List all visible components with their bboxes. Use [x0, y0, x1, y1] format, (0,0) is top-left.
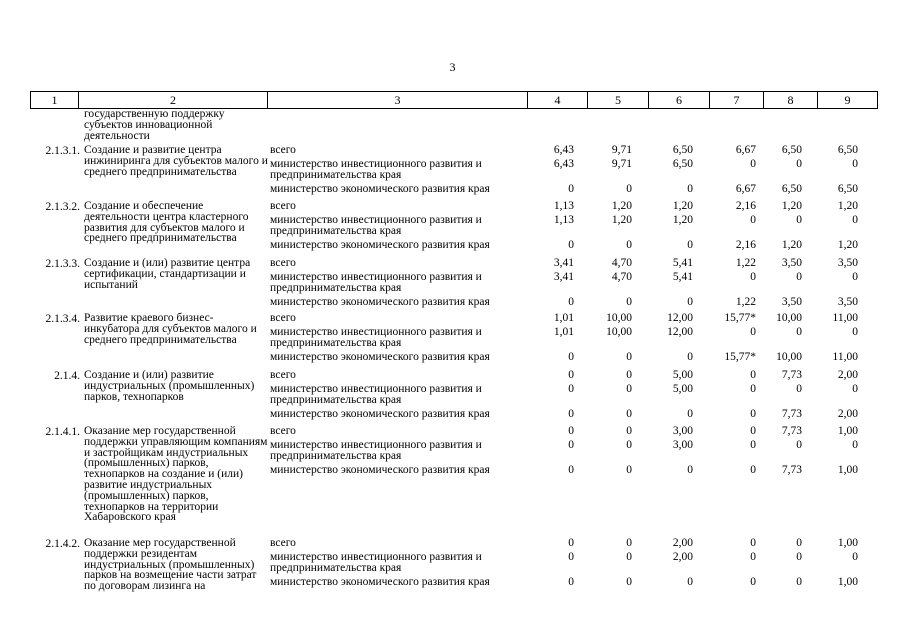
value-cell-col-8: 0	[796, 326, 802, 338]
value-cell-col-5: 0	[626, 464, 632, 476]
value-cell-col-6: 3,00	[672, 439, 693, 451]
value-cell-col-4: 0	[568, 351, 574, 363]
value-cell-col-6: 0	[687, 408, 693, 420]
value-cell-col-5: 10,00	[606, 326, 632, 338]
value-cell-col-7: 0	[750, 576, 756, 588]
value-cell-col-8: 0	[796, 214, 802, 226]
line-label: всего	[270, 312, 296, 324]
row-code: 2.1.4.1.	[45, 426, 80, 438]
value-cell-col-8: 0	[796, 576, 802, 588]
value-cell-col-8: 7,73	[781, 369, 802, 381]
value-cell-col-7: 0	[750, 551, 756, 563]
value-cell-col-9: 6,50	[837, 144, 858, 156]
value-cell-col-9: 0	[852, 214, 858, 226]
row-code: 2.1.3.1.	[45, 145, 80, 157]
value-cell-col-6: 6,50	[672, 144, 693, 156]
value-cell-col-4: 0	[568, 439, 574, 451]
value-cell-col-5: 0	[626, 369, 632, 381]
value-cell-col-5: 0	[626, 383, 632, 395]
value-cell-col-8: 10,00	[776, 351, 802, 363]
value-cell-col-5: 0	[626, 537, 632, 549]
value-cell-col-6: 5,41	[672, 257, 693, 269]
value-cell-col-7: 0	[750, 464, 756, 476]
value-cell-col-7: 0	[750, 369, 756, 381]
row-name: Создание и (или) развитие центра сертификации, стандартизации и испытаний	[84, 257, 251, 291]
value-cell-col-6: 0	[687, 296, 693, 308]
value-cell-col-7: 6,67	[735, 144, 756, 156]
row-name: Создание и (или) развитие индустриальных (промышленных) парков, технопарков	[84, 369, 255, 403]
value-cell-col-5: 0	[626, 576, 632, 588]
line-label: министерство инвестиционного развития и предпринимательства края	[270, 383, 482, 406]
value-cell-col-6: 5,00	[672, 369, 693, 381]
row-name: Создание и обеспечение деятельности центра кластерного развития для субъектов малого и среднего предпринимательства	[84, 200, 249, 245]
header-col-4: 4	[528, 92, 588, 109]
value-cell-col-5: 1,20	[611, 200, 632, 212]
value-cell-col-6: 12,00	[667, 326, 693, 338]
value-cell-col-6: 0	[687, 464, 693, 476]
value-cell-col-6: 0	[687, 576, 693, 588]
value-cell-col-9: 0	[852, 551, 858, 563]
value-cell-col-4: 6,43	[553, 144, 574, 156]
value-cell-col-9: 2,00	[837, 369, 858, 381]
line-label: министерство инвестиционного развития и предпринимательства края	[270, 158, 482, 181]
row-name: Оказание мер государственной поддержки управляющим компаниям и застройщикам индустриальных (промышленных) парков, технопарков на создание и (или) развитие индустриальных (промышленных) парков, технопарков на территории Хабаровского края	[84, 425, 268, 524]
value-cell-col-5: 0	[626, 408, 632, 420]
line-label: всего	[270, 200, 296, 212]
value-cell-col-9: 6,50	[837, 183, 858, 195]
header-col-6: 6	[649, 92, 710, 109]
value-cell-col-9: 1,20	[837, 200, 858, 212]
value-cell-col-9: 0	[852, 383, 858, 395]
line-label: министерство инвестиционного развития и предпринимательства края	[270, 551, 482, 574]
value-cell-col-6: 1,20	[672, 214, 693, 226]
value-cell-col-6: 2,00	[672, 537, 693, 549]
page-number: 3	[449, 60, 456, 74]
value-cell-col-6: 3,00	[672, 425, 693, 437]
value-cell-col-4: 0	[568, 464, 574, 476]
value-cell-col-4: 1,13	[553, 200, 574, 212]
value-cell-col-9: 1,00	[837, 537, 858, 549]
value-cell-col-7: 0	[750, 425, 756, 437]
value-cell-col-9: 1,00	[837, 464, 858, 476]
value-cell-col-5: 0	[626, 239, 632, 251]
value-cell-col-4: 0	[568, 239, 574, 251]
value-cell-col-8: 0	[796, 383, 802, 395]
value-cell-col-5: 4,70	[611, 271, 632, 283]
value-cell-col-8: 0	[796, 551, 802, 563]
value-cell-col-6: 6,50	[672, 158, 693, 170]
value-cell-col-9: 2,00	[837, 408, 858, 420]
value-cell-col-7: 0	[750, 439, 756, 451]
value-cell-col-7: 2,16	[735, 239, 756, 251]
row-code: 2.1.4.2.	[45, 538, 80, 550]
value-cell-col-9: 1,00	[837, 576, 858, 588]
line-label: министерство экономического развития края	[270, 351, 490, 363]
value-cell-col-5: 10,00	[606, 312, 632, 324]
value-cell-col-9: 1,00	[837, 425, 858, 437]
value-cell-col-6: 0	[687, 239, 693, 251]
value-cell-col-4: 3,41	[553, 271, 574, 283]
line-label: министерство инвестиционного развития и предпринимательства края	[270, 326, 482, 349]
row-code: 2.1.4.	[54, 370, 80, 382]
value-cell-col-9: 3,50	[837, 296, 858, 308]
value-cell-col-4: 0	[568, 537, 574, 549]
value-cell-col-4: 6,43	[553, 158, 574, 170]
value-cell-col-7: 0	[750, 214, 756, 226]
line-label: всего	[270, 369, 296, 381]
value-cell-col-4: 0	[568, 183, 574, 195]
row-name: Создание и развитие центра инжиниринга для субъектов малого и среднего предпринимательства	[84, 144, 268, 178]
value-cell-col-7: 0	[750, 408, 756, 420]
line-label: министерство экономического развития края	[270, 408, 490, 420]
header-col-1: 1	[31, 92, 79, 109]
header-col-9: 9	[818, 92, 878, 109]
line-label: министерство инвестиционного развития и предпринимательства края	[270, 439, 482, 462]
value-cell-col-5: 0	[626, 425, 632, 437]
value-cell-col-4: 0	[568, 551, 574, 563]
value-cell-col-8: 7,73	[781, 425, 802, 437]
value-cell-col-4: 0	[568, 369, 574, 381]
header-col-5: 5	[588, 92, 649, 109]
value-cell-col-5: 9,71	[611, 144, 632, 156]
row-code: 2.1.3.2.	[45, 201, 80, 213]
value-cell-col-5: 1,20	[611, 214, 632, 226]
value-cell-col-9: 0	[852, 271, 858, 283]
value-cell-col-4: 3,41	[553, 257, 574, 269]
value-cell-col-4: 0	[568, 576, 574, 588]
value-cell-col-4: 0	[568, 296, 574, 308]
value-cell-col-9: 1,20	[837, 239, 858, 251]
value-cell-col-4: 0	[568, 383, 574, 395]
row-code: 2.1.3.4.	[45, 313, 80, 325]
value-cell-col-9: 0	[852, 158, 858, 170]
value-cell-col-4: 0	[568, 425, 574, 437]
line-label: министерство экономического развития края	[270, 239, 490, 251]
header-col-8: 8	[764, 92, 818, 109]
value-cell-col-9: 0	[852, 326, 858, 338]
value-cell-col-5: 0	[626, 351, 632, 363]
line-label: министерство экономического развития края	[270, 183, 490, 195]
line-label: всего	[270, 257, 296, 269]
value-cell-col-8: 3,50	[781, 257, 802, 269]
value-cell-col-9: 3,50	[837, 257, 858, 269]
line-label: министерство экономического развития края	[270, 464, 490, 476]
value-cell-col-9: 11,00	[832, 351, 858, 363]
row-name: Оказание мер государственной поддержки резидентам индустриальных (промышленных) парков на возмещение части затрат по договорам лизинга на	[84, 537, 257, 593]
value-cell-col-7: 0	[750, 158, 756, 170]
value-cell-col-6: 2,00	[672, 551, 693, 563]
value-cell-col-6: 0	[687, 351, 693, 363]
value-cell-col-8: 0	[796, 537, 802, 549]
continuation-text: государственную поддержку субъектов инновационной деятельности	[84, 108, 225, 142]
line-label: министерство экономического развития края	[270, 296, 490, 308]
value-cell-col-5: 0	[626, 439, 632, 451]
value-cell-col-8: 1,20	[781, 239, 802, 251]
value-cell-col-8: 3,50	[781, 296, 802, 308]
value-cell-col-4: 1,01	[553, 326, 574, 338]
value-cell-col-7: 0	[750, 537, 756, 549]
value-cell-col-7: 2,16	[735, 200, 756, 212]
value-cell-col-4: 1,01	[553, 312, 574, 324]
header-col-3: 3	[268, 92, 528, 109]
value-cell-col-5: 9,71	[611, 158, 632, 170]
value-cell-col-8: 6,50	[781, 183, 802, 195]
value-cell-col-4: 0	[568, 408, 574, 420]
value-cell-col-8: 1,20	[781, 200, 802, 212]
value-cell-col-6: 0	[687, 183, 693, 195]
line-label: министерство инвестиционного развития и предпринимательства края	[270, 214, 482, 237]
value-cell-col-7: 0	[750, 326, 756, 338]
value-cell-col-6: 5,41	[672, 271, 693, 283]
row-name: Развитие краевого бизнес-инкубатора для субъектов малого и среднего предпринимательства	[84, 312, 257, 346]
value-cell-col-8: 0	[796, 158, 802, 170]
value-cell-col-8: 7,73	[781, 408, 802, 420]
line-label: министерство экономического развития края	[270, 576, 490, 588]
line-label: всего	[270, 425, 296, 437]
value-cell-col-7: 1,22	[735, 257, 756, 269]
table-header	[30, 91, 878, 109]
value-cell-col-7: 0	[750, 271, 756, 283]
line-label: министерство инвестиционного развития и предпринимательства края	[270, 271, 482, 294]
value-cell-col-4: 1,13	[553, 214, 574, 226]
line-label: всего	[270, 144, 296, 156]
value-cell-col-6: 5,00	[672, 383, 693, 395]
value-cell-col-5: 0	[626, 296, 632, 308]
value-cell-col-7: 15,77*	[724, 351, 756, 363]
value-cell-col-5: 0	[626, 183, 632, 195]
value-cell-col-7: 6,67	[735, 183, 756, 195]
header-col-7: 7	[710, 92, 764, 109]
value-cell-col-7: 0	[750, 383, 756, 395]
value-cell-col-8: 0	[796, 271, 802, 283]
value-cell-col-5: 0	[626, 551, 632, 563]
value-cell-col-9: 11,00	[832, 312, 858, 324]
header-col-2: 2	[79, 92, 268, 109]
value-cell-col-7: 1,22	[735, 296, 756, 308]
value-cell-col-5: 4,70	[611, 257, 632, 269]
value-cell-col-6: 1,20	[672, 200, 693, 212]
line-label: всего	[270, 537, 296, 549]
value-cell-col-8: 6,50	[781, 144, 802, 156]
value-cell-col-8: 10,00	[776, 312, 802, 324]
value-cell-col-7: 15,77*	[724, 312, 756, 324]
row-code: 2.1.3.3.	[45, 258, 80, 270]
value-cell-col-8: 7,73	[781, 464, 802, 476]
value-cell-col-8: 0	[796, 439, 802, 451]
value-cell-col-6: 12,00	[667, 312, 693, 324]
value-cell-col-9: 0	[852, 439, 858, 451]
